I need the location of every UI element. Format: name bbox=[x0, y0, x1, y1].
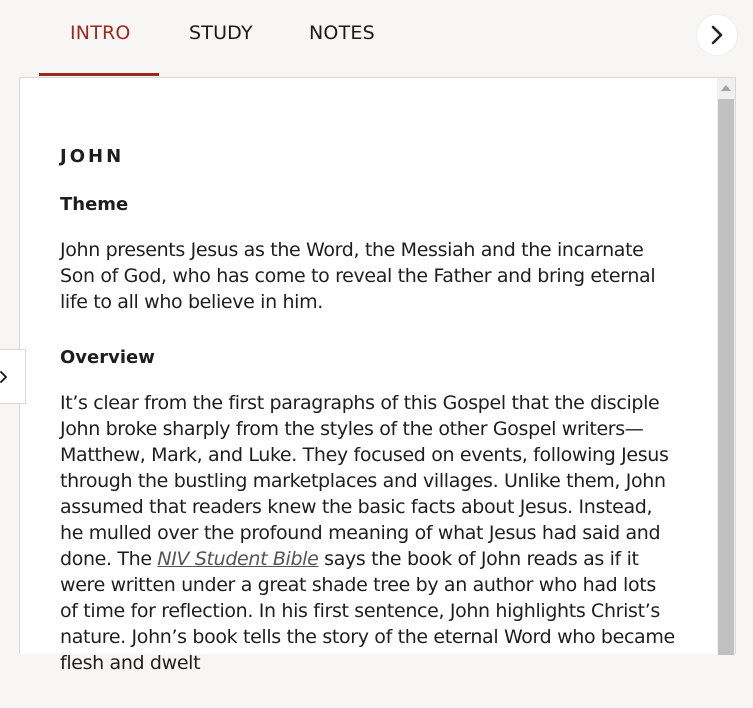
chevron-right-icon bbox=[0, 369, 10, 385]
overview-text-part: says the book of John reads as if it were written under a great shade tree by an author who had lots of time for reflection. In his first sentence, John highlights Christ’s nature. John’s book tells the story of the eternal Word who became flesh and dwelt bbox=[60, 548, 675, 674]
overview-text-part: It’s clear from the first paragraphs of this Gospel that the disciple John broke sharply from the styles of the other Gospel writers—Matthew, Mark, and Luke. They focused on events, following Jesus through the bustling marketplaces and villages. Unlike them, John assumed that readers knew the basic facts about Jesus. Instead, he mulled over the profound meaning of what Jesus had said and done. The bbox=[60, 392, 669, 570]
tab-bar bbox=[0, 0, 753, 77]
vertical-scrollbar[interactable] bbox=[717, 78, 735, 655]
tab-notes[interactable]: NOTES bbox=[309, 22, 375, 44]
niv-student-bible-link[interactable]: NIV Student Bible bbox=[157, 548, 319, 570]
tab-intro[interactable]: INTRO bbox=[70, 22, 131, 44]
theme-heading: Theme bbox=[60, 194, 129, 215]
overview-heading: Overview bbox=[60, 347, 155, 368]
active-tab-indicator bbox=[39, 73, 159, 76]
tab-study[interactable]: STUDY bbox=[189, 22, 253, 44]
intro-content bbox=[60, 146, 678, 708]
chevron-right-icon bbox=[709, 25, 725, 45]
intro-panel bbox=[19, 77, 736, 674]
book-title: JOHN bbox=[60, 146, 125, 167]
overview-text bbox=[60, 390, 678, 676]
theme-text: John presents Jesus as the Word, the Messiah and the incarnate Son of God, who has come to reveal the Father and bring eternal life to all who believe in him. bbox=[60, 239, 656, 313]
next-button[interactable] bbox=[697, 15, 737, 55]
side-panel-toggle[interactable] bbox=[0, 349, 26, 404]
scrollbar-thumb[interactable] bbox=[718, 99, 734, 655]
scroll-up-arrow-icon[interactable] bbox=[721, 85, 731, 91]
